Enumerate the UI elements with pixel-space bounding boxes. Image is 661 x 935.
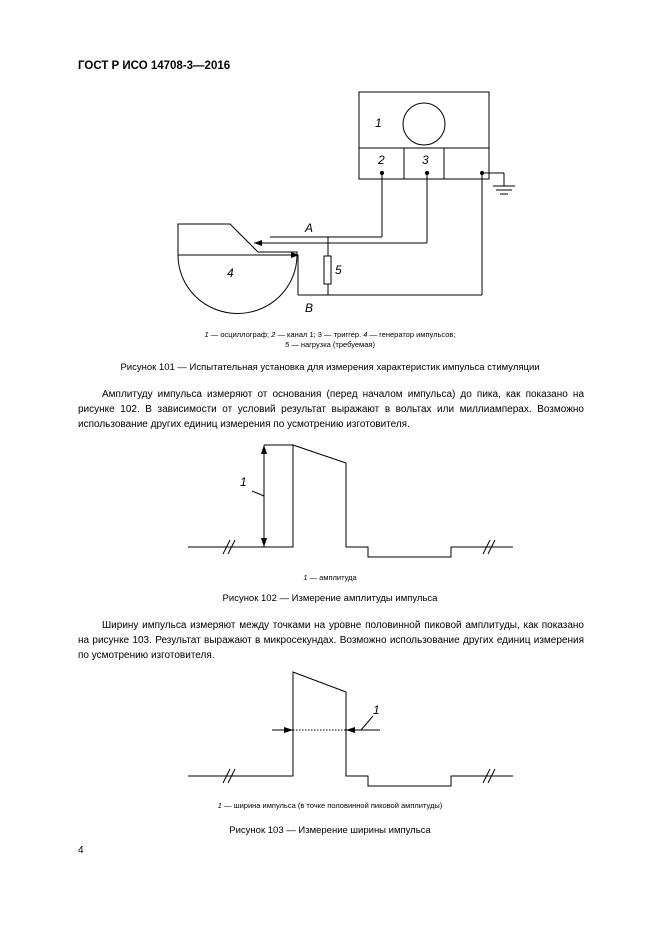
label-point-a: A [305,221,314,235]
paragraph-width: Ширину импульса измеряют между точками на уровне половинной пиковой амплитуды, как показано на рисунке 103. Результат выражают в микросекундах. Возможно использование других единиц измерения по усмотрению изготовителя. [78,620,584,661]
label-channel1: 2 [378,153,385,167]
oscilloscope-screen-circle [403,103,445,145]
paragraph-amplitude: Амплитуду импульса измеряют от основания (перед началом импульса) до пика, как показано на рисунке 102. В зависимости от условий результат выражают в вольтах или миллиамперах. Возможно использование других единиц измерения по усмотрению изготовителя. [78,389,584,430]
label-amplitude: 1 [240,475,247,489]
figure-101-caption: Рисунок 101 — Испытательная установка для измерения характеристик импульса стимуляции [120,362,540,373]
label-load: 5 [335,263,342,277]
figure-103-legend: 1 — ширина импульса (в точке половинной пиковой амплитуды) [217,801,443,810]
document-header: ГОСТ Р ИСО 14708-3—2016 [78,60,231,72]
label-point-b: B [305,301,314,315]
label-oscilloscope: 1 [375,116,382,130]
figure-101-diagram [0,0,661,330]
figure-103-caption: Рисунок 103 — Измерение ширины импульса [229,825,431,836]
page-number: 4 [78,845,84,856]
figure-103-diagram [0,665,661,800]
label-width: 1 [373,703,380,717]
figure-101-legend [80,330,580,350]
legend-line-2: 5 — нагрузка (требуемая) [285,340,375,349]
figure-102-legend: 1 — амплитуда [303,573,357,582]
figure-102-diagram [0,430,661,570]
label-trigger: 3 [422,153,429,167]
figure-102-caption: Рисунок 102 — Измерение амплитуды импульса [222,593,438,604]
label-generator: 4 [227,266,234,280]
load-resistor [324,256,331,284]
legend-line-1: 1 — осциллограф; 2 — канал 1; 3 — триггер. 4 — генератор импульсов; [204,330,456,339]
